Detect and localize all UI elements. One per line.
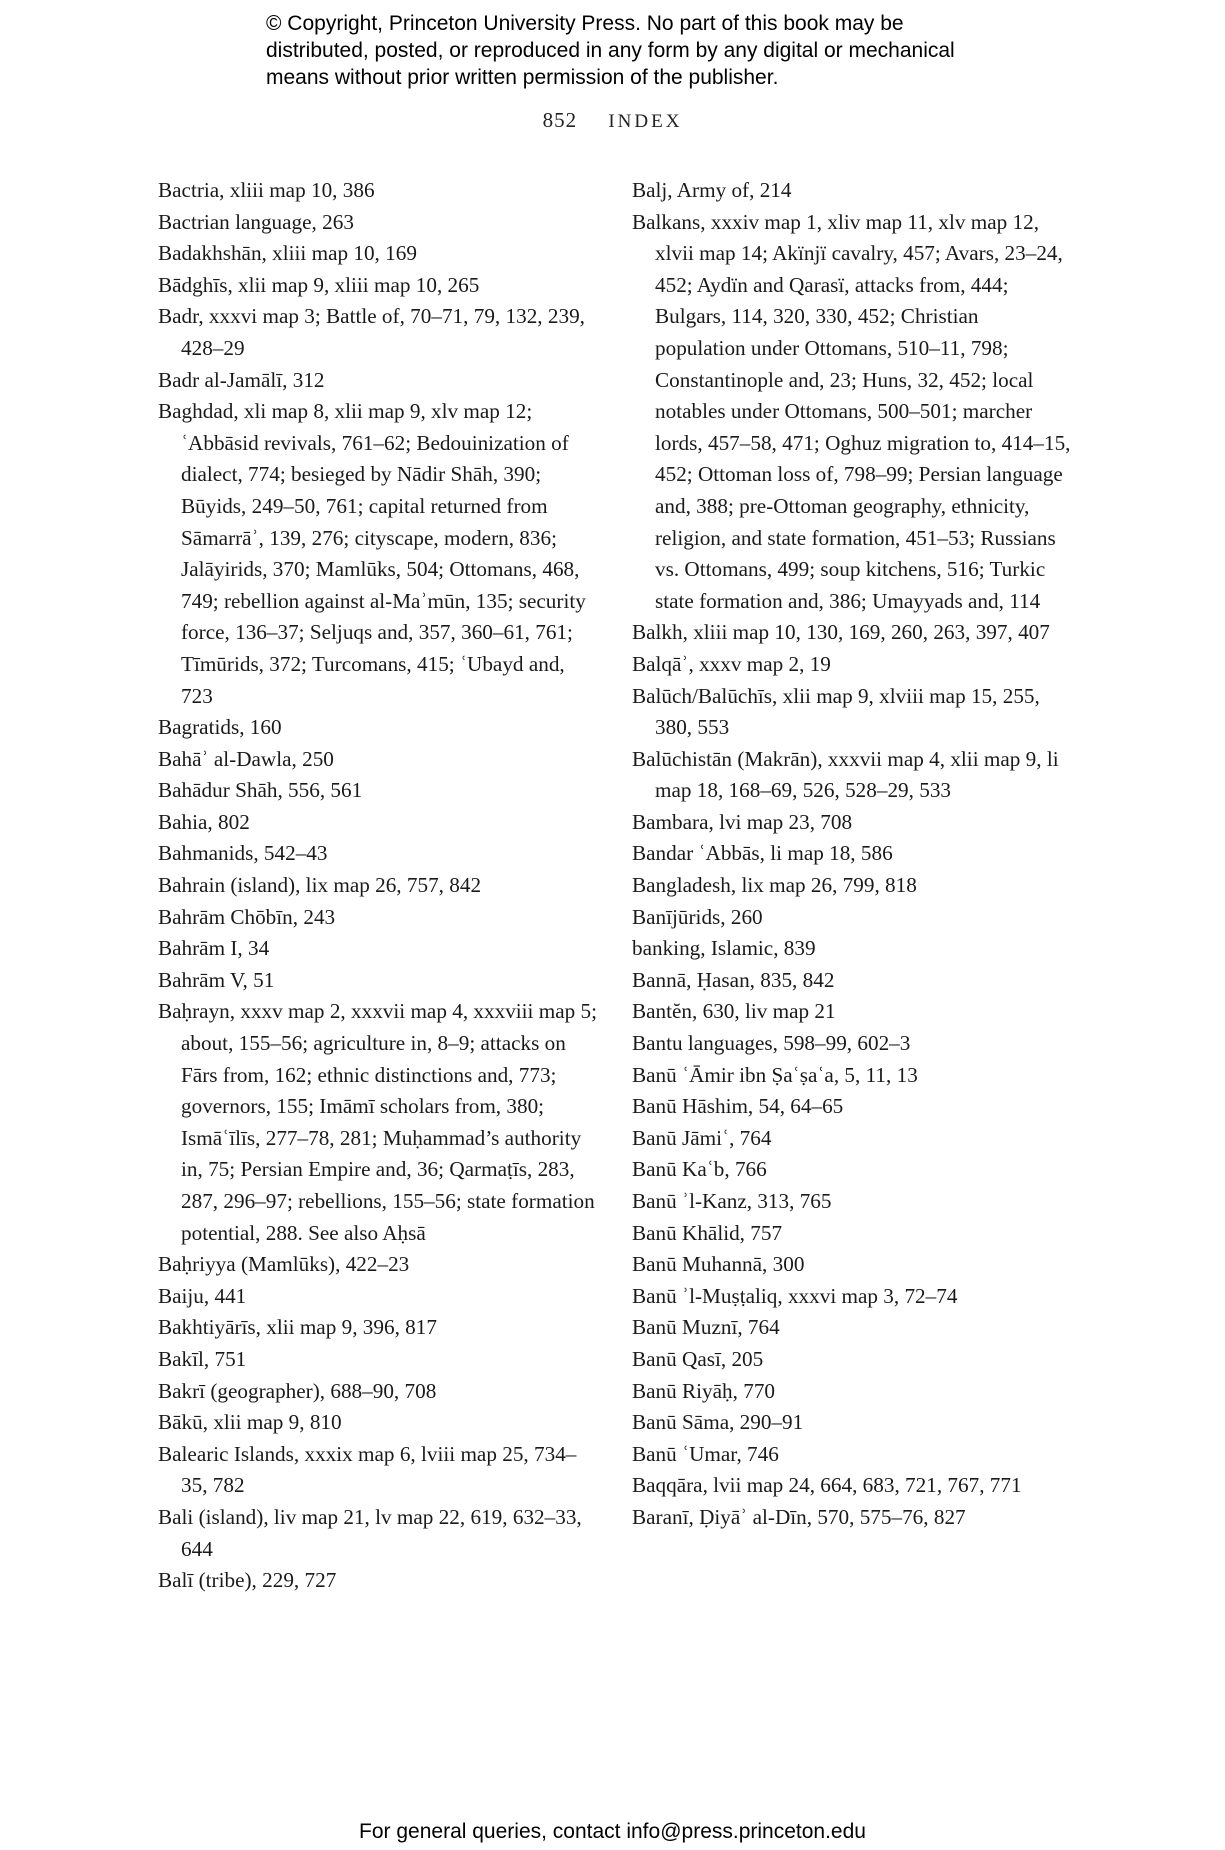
index-entry: Banū Muhannā, 300 (632, 1252, 805, 1277)
index-entry: Balearic Islands, xxxix map 6, lviii map 25, 734–35, 782 (158, 1441, 577, 1498)
index-entry: Banū Khālid, 757 (632, 1220, 783, 1245)
index-entry: Bantu languages, 598–99, 602–3 (632, 1031, 911, 1056)
index-entry: Banū Riyāḥ, 770 (632, 1378, 776, 1403)
index-entry: Banū Muznī, 764 (632, 1315, 780, 1340)
index-entry: Bahmanids, 542–43 (158, 841, 328, 866)
running-head (0, 108, 1225, 133)
index-entry: Baiju, 441 (158, 1283, 247, 1308)
index-entry: Bahia, 802 (158, 809, 250, 834)
index-entry: Balī (tribe), 229, 727 (158, 1568, 337, 1593)
index-entry: Banū Jāmiʿ, 764 (632, 1125, 772, 1150)
index-entry: Banū ʿĀmir ibn Ṣaʿṣaʿa, 5, 11, 13 (632, 1062, 918, 1087)
index-entry: Banū ʾl-Kanz, 313, 765 (632, 1189, 832, 1213)
index-entry: Bakhtiyārīs, xlii map 9, 396, 817 (158, 1315, 437, 1340)
copyright-line-1: © Copyright, Princeton University Press. No part of this book may be (266, 12, 904, 35)
index-entry: Baqqāra, lvii map 24, 664, 683, 721, 767, 771 (632, 1473, 1022, 1498)
index-entry: Bahrām I, 34 (158, 936, 270, 961)
index-column-left (158, 175, 598, 1597)
index-entry: Bādghīs, xlii map 9, xliii map 10, 265 (158, 272, 480, 297)
index-entry: Baḥriyya (Mamlūks), 422–23 (158, 1252, 410, 1277)
index-entry: Banū Kaʿb, 766 (632, 1157, 767, 1182)
index-entry: Bahrām V, 51 (158, 967, 275, 992)
index-entry: Bali (island), liv map 21, lv map 22, 619, 632–33, 644 (158, 1504, 582, 1561)
index-entry: Baghdad, xli map 8, xlii map 9, xlv map 12; ʿAbbāsid revivals, 761–62; Bedouinization of dialect, 774; besieged by Nādir Shāh, 390; Būyids, 249–50, 761; capital returned from Sāmarrāʾ, 139, 276; cityscape, modern, 836; Jalāyirids, 370; Mamlūks, 504; Ottomans, 468, 749; rebellion against al-Maʾmūn, 135; security force, 136–37; Seljuqs and, 357, 360–61, 761; Tīmūrids, 372; Turcomans, 415; ʿUbayd and, 723 (158, 399, 586, 708)
index-entry: Banījūrids, 260 (632, 904, 763, 929)
index-entry: Banū Sāma, 290–91 (632, 1410, 804, 1435)
index-entry: Baranī, Ḍiyāʾ al-Dīn, 570, 575–76, 827 (632, 1504, 966, 1529)
index-entry: Badr al-Jamālī, 312 (158, 367, 325, 392)
index-entry: Banū Qasī, 205 (632, 1346, 764, 1371)
index-entry: Banū Hāshim, 54, 64–65 (632, 1094, 844, 1119)
index-column-right (632, 175, 1072, 1534)
index-entry: banking, Islamic, 839 (632, 936, 816, 961)
index-entry: Bahrām Chōbīn, 243 (158, 904, 336, 929)
contact-footer: For general queries, contact info@press.princeton.edu (359, 1820, 866, 1843)
index-entry: Baḥrayn, xxxv map 2, xxxvii map 4, xxxviii map 5; about, 155–56; agriculture in, 8–9; attacks on Fārs from, 162; ethnic distinctions and, 773; governors, 155; Imāmī scholars from, 380; Ismāʿīlīs, 277–78, 281; Muḥammad’s authority in, 75; Persian Empire and, 36; Qarmaṭīs, 283, 287, 296–97; rebellions, 155–56; state formation potential, 288. See also Aḥsā (158, 999, 597, 1245)
index-entry: Bambara, lvi map 23, 708 (632, 809, 853, 834)
copyright-notice (266, 10, 1026, 91)
index-entry: Banū ʿUmar, 746 (632, 1441, 779, 1466)
index-entry: Balkans, xxxiv map 1, xliv map 11, xlv map 12, xlvii map 14; Akïnjï cavalry, 457; Avars, 23–24, 452; Aydïn and Qarasï, attacks from, 444; Bulgars, 114, 320, 330, 452; Christian population under Ottomans, 510–11, 798; Constantinople and, 23; Huns, 32, 452; local notables under Ottomans, 500–501; marcher lords, 457–58, 471; Oghuz migration to, 414–15, 452; Ottoman loss of, 798–99; Persian language and, 388; pre-Ottoman geography, ethnicity, religion, and state formation, 451–53; Russians vs. Ottomans, 499; soup kitchens, 516; Turkic state formation and, 386; Umayyads and, 114 (632, 209, 1071, 613)
index-entry: Balkh, xliii map 10, 130, 169, 260, 263, 397, 407 (632, 620, 1050, 645)
index-entry: Badakhshān, xliii map 10, 169 (158, 241, 417, 266)
index-entry: Bahāʾ al-Dawla, 250 (158, 746, 334, 771)
section-title: INDEX (608, 111, 683, 132)
index-entry: Banū ʾl-Muṣṭaliq, xxxvi map 3, 72–74 (632, 1283, 958, 1308)
index-entry: Bahādur Shāh, 556, 561 (158, 778, 363, 803)
copyright-line-2: distributed, posted, or reproduced in any form by any digital or mechanical (266, 39, 955, 62)
index-entry: Bandar ʿAbbās, li map 18, 586 (632, 841, 893, 866)
index-entry: Balj, Army of, 214 (632, 178, 792, 202)
index-entry: Bākū, xlii map 9, 810 (158, 1410, 342, 1435)
index-entry: Bakīl, 751 (158, 1346, 247, 1371)
index-entry: Bakrī (geographer), 688–90, 708 (158, 1378, 437, 1403)
index-entry: Bactria, xliii map 10, 386 (158, 178, 375, 202)
index-entry: Bahrain (island), lix map 26, 757, 842 (158, 873, 482, 898)
index-entry: Bannā, Ḥasan, 835, 842 (632, 967, 835, 992)
copyright-line-3: means without prior written permission of the publisher. (266, 66, 779, 89)
index-entry: Bactrian language, 263 (158, 209, 354, 234)
index-entry: Bangladesh, lix map 26, 799, 818 (632, 873, 917, 898)
index-entry: Balūchistān (Makrān), xxxvii map 4, xlii map 9, li map 18, 168–69, 526, 528–29, 533 (632, 746, 1059, 803)
index-entry: Bantĕn, 630, liv map 21 (632, 999, 836, 1024)
page-number: 852 (542, 108, 578, 132)
index-entry: Balūch/Balūchīs, xlii map 9, xlviii map 15, 255, 380, 553 (632, 683, 1040, 740)
index-entry: Bagratids, 160 (158, 715, 282, 740)
index-entry: Balqāʾ, xxxv map 2, 19 (632, 651, 831, 676)
index-entry: Badr, xxxvi map 3; Battle of, 70–71, 79, 132, 239, 428–29 (158, 304, 585, 360)
